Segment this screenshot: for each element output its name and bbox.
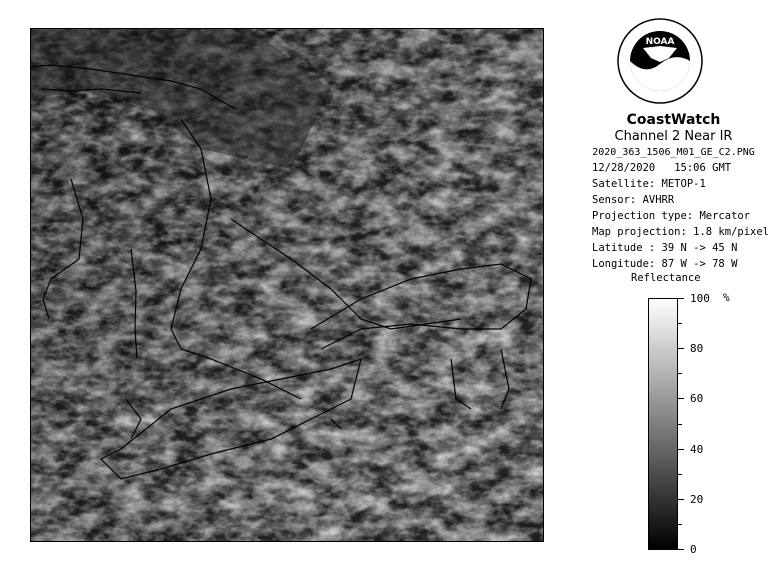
date-time	[592, 162, 731, 175]
colorbar-tick	[678, 499, 684, 500]
colorbar-unit: %	[723, 291, 730, 304]
colorbar-tick-label: 100	[690, 292, 710, 305]
channel-label: Channel 2 Near IR	[614, 129, 733, 144]
satellite-label: Satellite: METOP-1	[592, 178, 706, 190]
file-name: 2020_363_1506_M01_GE_C2.PNG	[592, 147, 755, 158]
colorbar-tick	[678, 549, 684, 550]
colorbar-minor-tick	[678, 323, 682, 324]
colorbar-tick-label: 20	[690, 492, 704, 506]
colorbar-tick-label: 0	[690, 543, 697, 556]
date: 12/28/2020	[592, 162, 656, 174]
colorbar	[648, 298, 678, 550]
sensor-label: Sensor: AVHRR	[592, 194, 675, 206]
colorbar-title: Reflectance	[631, 272, 701, 284]
colorbar-minor-tick	[678, 373, 682, 374]
colorbar-tick-label: 60	[690, 392, 704, 406]
brand-title: CoastWatch	[626, 112, 721, 128]
colorbar-tick	[678, 348, 684, 349]
map-svg	[31, 29, 543, 541]
colorbar-minor-tick	[678, 524, 682, 525]
colorbar-tick-label: 40	[690, 442, 704, 456]
satellite-image	[30, 28, 544, 542]
colorbar-tick	[678, 398, 684, 399]
longitude-label: Longitude: 87 W -> 78 W	[592, 258, 738, 270]
colorbar-tick	[678, 298, 684, 299]
colorbar-minor-tick	[678, 424, 682, 425]
colorbar-minor-tick	[678, 474, 682, 475]
logo-text: NOAA	[645, 37, 675, 47]
noaa-logo-icon	[617, 18, 703, 104]
colorbar-tick	[678, 449, 684, 450]
time: 15:06 GMT	[674, 162, 732, 174]
projection-type-label: Projection type: Mercator	[592, 210, 751, 222]
colorbar-tick-label: 80	[690, 342, 704, 356]
latitude-label: Latitude : 39 N -> 45 N	[592, 242, 738, 254]
map-projection-label: Map projection: 1.8 km/pixel	[592, 226, 770, 238]
